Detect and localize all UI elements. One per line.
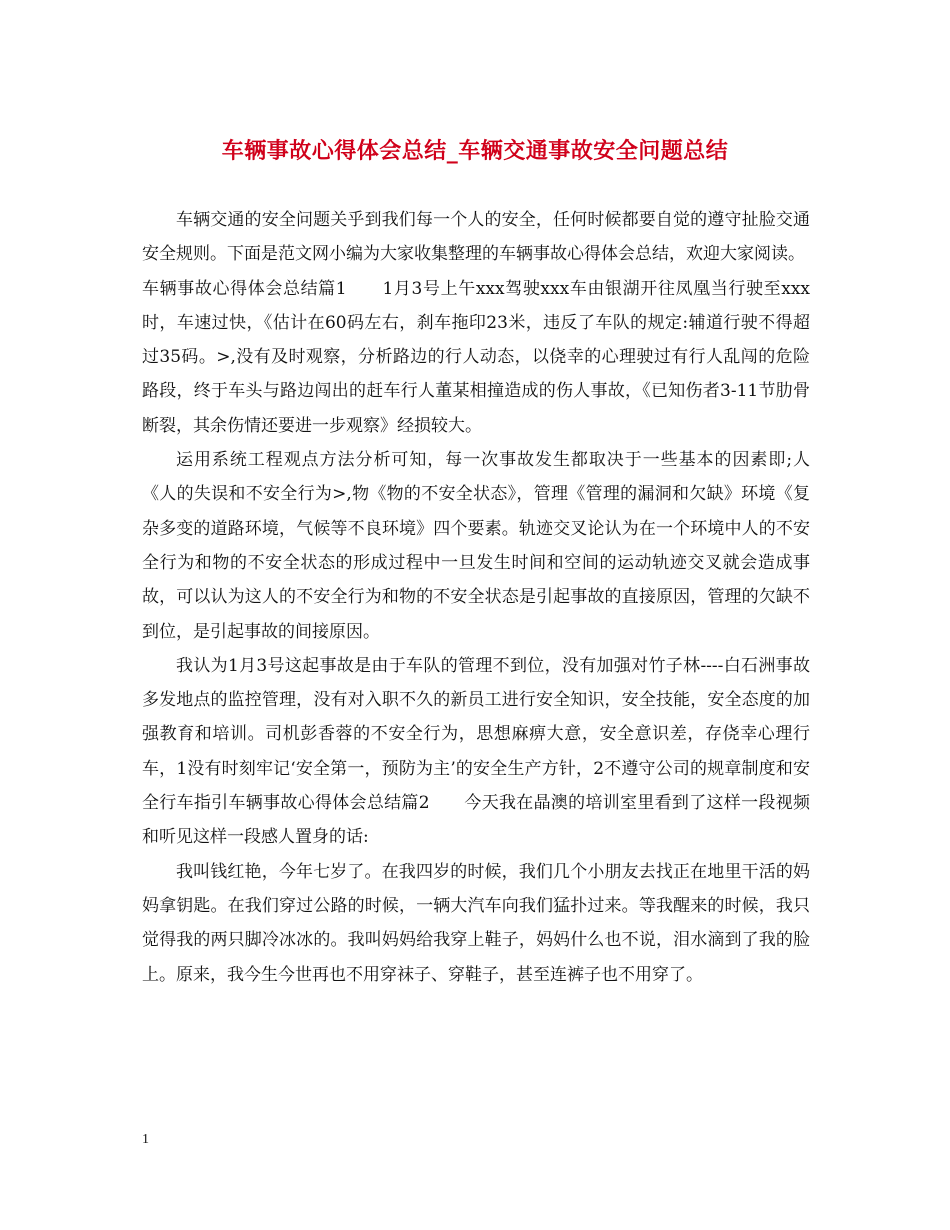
document-title: 车辆事故心得体会总结_车辆交通事故安全问题总结 xyxy=(221,138,729,164)
paragraph-part1-start: 车辆事故心得体会总结篇1 1月3号上午xxx驾驶xxx车由银湖开往凤凰当行驶至xxx时，车速过快，《估计在60码左右，刹车拖印23米，违反了车队的规定:辅道行驶不得超过35码。>,没有及时观察，分析路边的行人动态，以侥幸的心理驶过有行人乱闯的危险路段，终于车头与路边闯出的赶车行人董某相撞造成的伤人事故，《已知伤者3-11节肋骨断裂，其余伤情还要进一步观察》经损较大。 xyxy=(142,278,810,436)
paragraph-opinion: 我认为1月3号这起事故是由于车队的管理不到位，没有加强对竹子林----白石洲事故多发地点的监控管理，没有对入职不久的新员工进行安全知识，安全技能，安全态度的加强教育和培训。司机彭香蓉的不安全行为，思想麻痹大意，安全意识差，存侥幸心理行车，1没有时刻牢记‘安全第一，预防为主’的安全生产方针，2不遵守公司的规章制度和安全行车指引车辆事故心得体会总结篇2 今天我在晶澳的培训室里看到了这样一段视频和听见这样一段感人置身的话: xyxy=(142,655,810,848)
paragraph-analysis: 运用系统工程观点方法分析可知，每一次事故发生都取决于一些基本的因素即;人《人的失误和不安全行为>,物《物的不安全状态》，管理《管理的漏洞和欠缺》环境《复杂多变的道路环境，气候等不良环境》四个要素。轨迹交叉论认为在一个环境中人的不安全行为和物的不安全状态的形成过程中一旦发生时间和空间的运动轨迹交叉就会造成事故，可以认为这人的不安全行为和物的不安全状态是引起事故的直接原因，管理的欠缺不到位，是引起事故的间接原因。 xyxy=(142,450,810,642)
document-body xyxy=(142,203,810,992)
paragraph-story: 我叫钱红艳，今年七岁了。在我四岁的时候，我们几个小朋友去找正在地里干活的妈妈拿钥匙。在我们穿过公路的时候，一辆大汽车向我们猛扑过来。等我醒来的时候，我只觉得我的两只脚冷冰冰的。我叫妈妈给我穿上鞋子，妈妈什么也不说，泪水滴到了我的脸上。原来，我今生今世再也不用穿袜子、穿鞋子，甚至连裤子也不用穿了。 xyxy=(142,861,810,985)
page-number: 1 xyxy=(142,1132,149,1147)
paragraph-intro: 车辆交通的安全问题关乎到我们每一个人的安全，任何时候都要自觉的遵守扯脸交通安全规则。下面是范文网小编为大家收集整理的车辆事故心得体会总结，欢迎大家阅读。 xyxy=(142,210,810,265)
